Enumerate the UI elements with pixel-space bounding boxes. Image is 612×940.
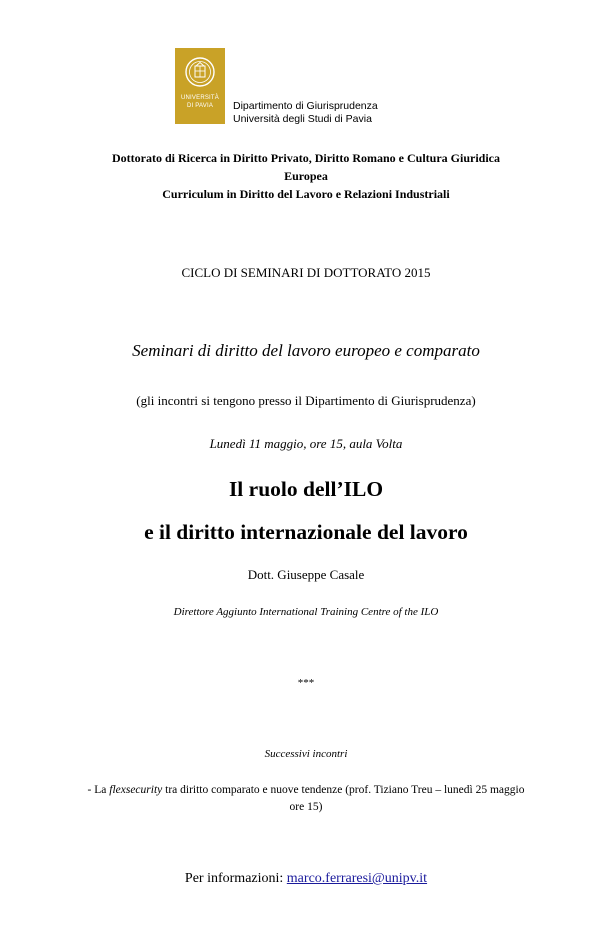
series-title: Seminari di diritto del lavoro europeo e comparato (132, 341, 480, 360)
cycle-title: CICLO DI SEMINARI DI DOTTORATO 2015 (181, 265, 431, 280)
venue-note: (gli incontri si tengono presso il Dipartimento di Giurisprudenza) (136, 393, 476, 408)
seal-icon (184, 56, 216, 88)
university-name: Università degli Studi di Pavia (233, 113, 372, 125)
speaker-role: Direttore Aggiunto International Training Centre of the ILO (173, 606, 439, 618)
contact-info (0, 871, 612, 887)
seminar-title-line2: e il diritto internazionale del lavoro (144, 520, 468, 544)
next-meeting-item (0, 782, 612, 816)
contact-label: Per informazioni: (184, 871, 287, 886)
seminar-title-line1: Il ruolo dell’ILO (228, 477, 384, 501)
speaker-name: Dott. Giuseppe Casale (247, 567, 365, 582)
logo-shield-line2: DI PAVIA (186, 103, 214, 109)
program-line1: Dottorato di Ricerca in Diritto Privato, Diritto Romano e Cultura Giuridica (111, 151, 501, 165)
next-item-rest: tra diritto comparato e nuove tendenze (prof. Tiziano Treu – lunedì 25 maggio (162, 784, 525, 796)
next-meeting-line1 (0, 782, 612, 799)
department-name: Dipartimento di Giurisprudenza (233, 100, 378, 112)
contact-email-link[interactable]: marco.ferraresi@unipv.it (286, 871, 428, 886)
next-meeting-line2: ore 15) (289, 801, 323, 813)
separator: *** (297, 677, 315, 689)
university-logo (175, 48, 425, 124)
next-item-italic: flexsecurity (109, 784, 163, 796)
logo-text (233, 100, 378, 126)
logo-shield (175, 48, 225, 124)
next-item-prefix: - La (87, 784, 110, 796)
program-line3: Curriculum in Diritto del Lavoro e Relazioni Industriali (162, 187, 450, 201)
next-meetings-label: Successivi incontri (264, 748, 348, 760)
logo-shield-line1: UNIVERSITÀ (180, 95, 219, 101)
program-line2: Europea (284, 169, 328, 183)
event-date: Lunedì 11 maggio, ore 15, aula Volta (209, 436, 403, 451)
